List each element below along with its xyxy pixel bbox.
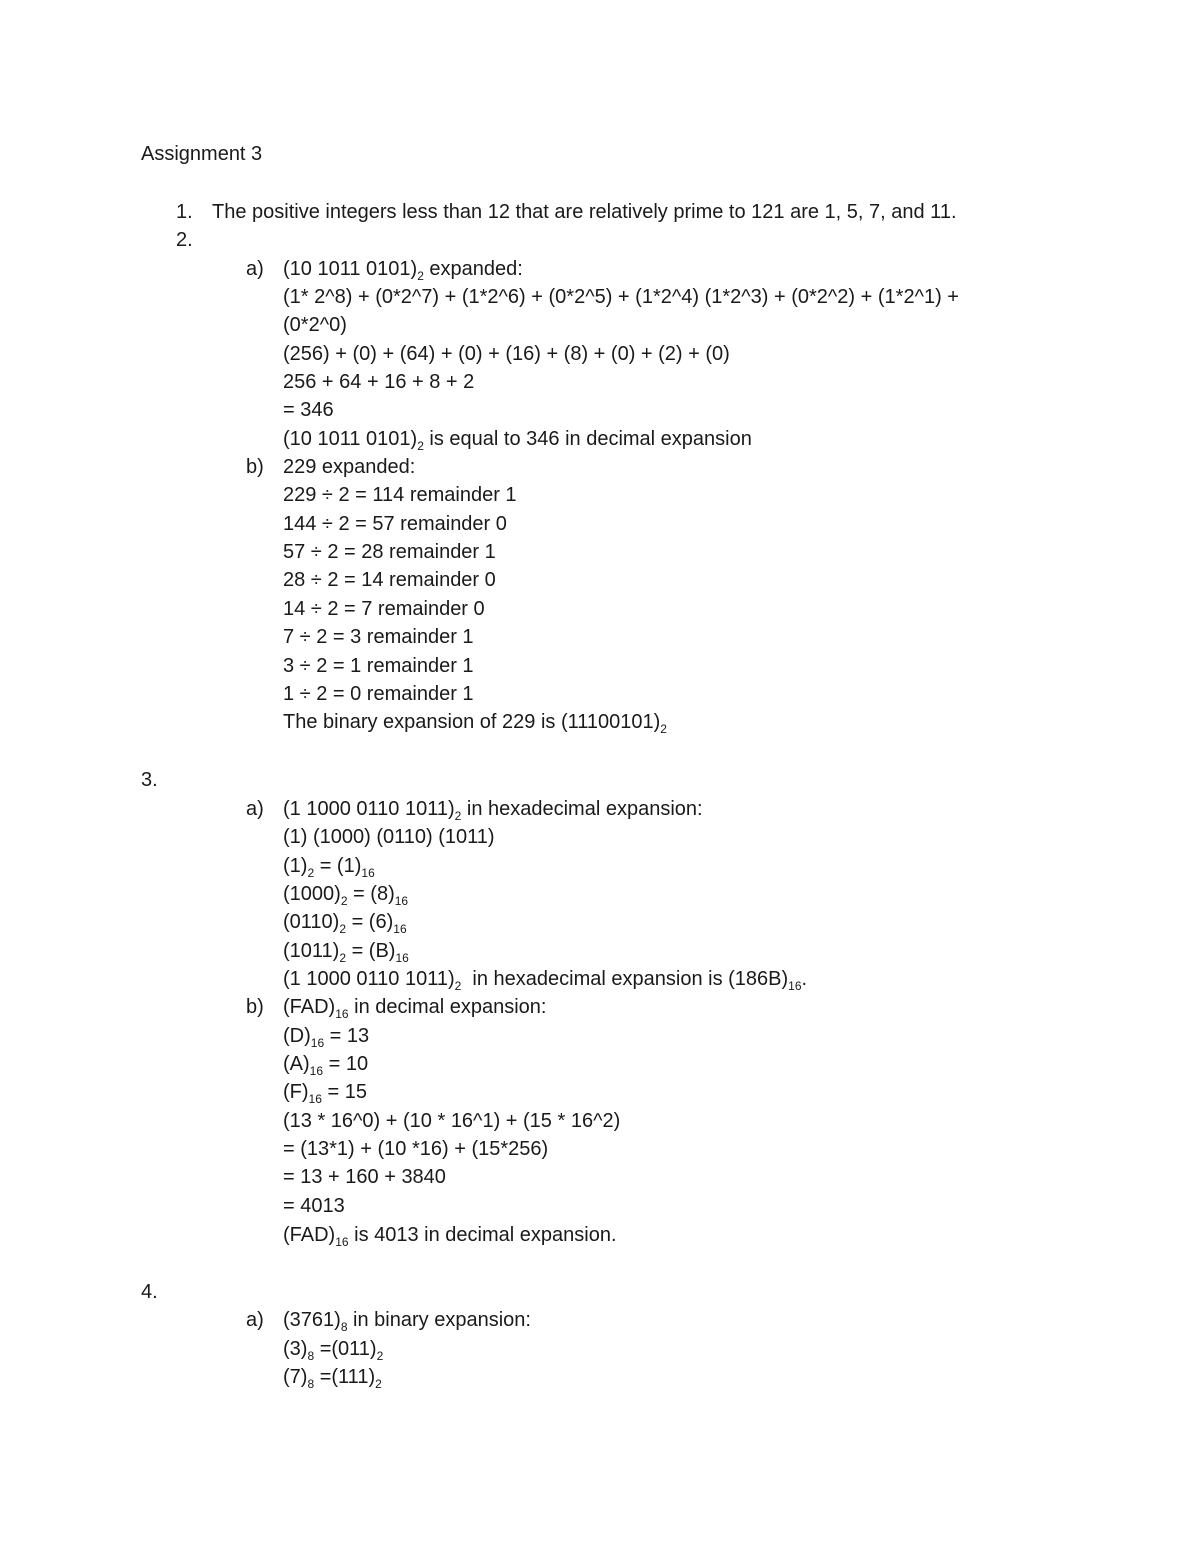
- q2b-line-4: [283, 538, 496, 566]
- q3a-l6-a: (1011): [283, 940, 340, 962]
- q3a-l7-b: in hexadecimal expansion is (186B): [461, 968, 789, 990]
- q4a-line-2: [283, 1335, 383, 1363]
- q3a-l6-b: = (B): [346, 940, 396, 962]
- q2a-label: [246, 255, 264, 283]
- q3a-l4-a: (1000): [283, 883, 341, 905]
- q3a-line-7: [283, 965, 807, 993]
- q4a-l3-a: (7): [283, 1366, 308, 1388]
- q3b-l2-b: = 13: [324, 1025, 370, 1047]
- q3-number: [141, 766, 158, 794]
- q3a-l3-s2: 16: [361, 866, 375, 880]
- q2b-l1-text: 229 expanded:: [283, 456, 416, 478]
- q3b-line-9: [283, 1221, 617, 1249]
- q3a-line-4: [283, 880, 408, 908]
- q2a-l1-post: expanded:: [423, 258, 523, 280]
- q2b-l10-sub: 2: [660, 722, 667, 736]
- title-text: Assignment 3: [141, 143, 263, 165]
- q1-answer-text: The positive integers less than 12 that are relatively prime to 121 are 1, 5, 7, and 11.: [212, 201, 957, 223]
- q3b-l6-text: = (13*1) + (10 *16) + (15*256): [283, 1138, 549, 1160]
- q3b-label-text: b): [246, 996, 264, 1018]
- q3b-line-8: [283, 1192, 345, 1220]
- q2b-line-10: [283, 708, 667, 736]
- q2a-line-5: [283, 368, 474, 396]
- q3b-l3-a: (A): [283, 1053, 310, 1075]
- q2a-l7-sub: 2: [417, 439, 424, 453]
- q3b-line-3: [283, 1050, 368, 1078]
- q4a-l1-s: 8: [340, 1320, 348, 1334]
- q2a-line-1: [283, 255, 523, 283]
- q3b-line-6: [283, 1135, 548, 1163]
- q2b-line-3: [283, 510, 507, 538]
- q3b-l5-text: (13 * 16^0) + (10 * 16^1) + (15 * 16^2): [283, 1110, 621, 1132]
- q2a-l1-sub: 2: [417, 269, 424, 283]
- q4a-label-text: a): [246, 1309, 264, 1331]
- q2a-label-text: a): [246, 258, 264, 280]
- q3a-label-text: a): [246, 798, 264, 820]
- q2b-line-2: [283, 481, 517, 509]
- q3a-l4-b: = (8): [347, 883, 395, 905]
- q3a-l5-a: (0110): [283, 911, 340, 933]
- q3a-label: [246, 795, 264, 823]
- q3b-l2-s: 16: [310, 1036, 325, 1050]
- document-title: [141, 140, 262, 168]
- q3a-l7-s2: 16: [788, 979, 802, 993]
- q2b-line-7: [283, 623, 474, 651]
- q3a-l3-b: = (1): [314, 855, 362, 877]
- q3a-l5-b: = (6): [346, 911, 394, 933]
- q2a-line-2: [283, 283, 959, 311]
- q2-number: [176, 226, 193, 254]
- q2b-label-text: b): [246, 456, 264, 478]
- q4a-line-1: [283, 1306, 531, 1334]
- q2a-line-6: [283, 396, 334, 424]
- q2b-line-1: [283, 453, 415, 481]
- q3a-l1-pre: (1 1000 0110 1011): [283, 798, 455, 820]
- q3b-line-1: [283, 993, 546, 1021]
- q4a-l2-s2: 2: [376, 1349, 384, 1363]
- q2b-line-9: [283, 680, 474, 708]
- q3a-l7-a: (1 1000 0110 1011): [283, 968, 455, 990]
- q2a-line-4: [283, 340, 730, 368]
- q2b-l10-pre: The binary expansion of 229 is (11100101): [283, 711, 661, 733]
- q3a-line-1: [283, 795, 703, 823]
- q3b-l2-a: (D): [283, 1025, 311, 1047]
- q3a-l7-c: .: [801, 968, 808, 990]
- q3a-l3-s1: 2: [307, 866, 315, 880]
- q3b-l4-b: = 15: [321, 1081, 367, 1103]
- q3b-l7-text: = 13 + 160 + 3840: [283, 1166, 446, 1188]
- q3b-l8-text: = 4013: [283, 1195, 345, 1217]
- q2a-l7-pre: (10 1011 0101): [283, 428, 418, 450]
- q4a-l2-a: (3): [283, 1338, 308, 1360]
- q3a-l5-s1: 2: [339, 922, 347, 936]
- q2b-line-8: [283, 652, 474, 680]
- q4a-l1-b: in binary expansion:: [347, 1309, 531, 1331]
- q2b-line-6: [283, 595, 485, 623]
- q2a-line-7: [283, 425, 752, 453]
- q2a-l7-post: is equal to 346 in decimal expansion: [423, 428, 752, 450]
- q3b-l3-s: 16: [309, 1064, 324, 1078]
- q3b-l9-s: 16: [335, 1235, 349, 1249]
- q4a-l3-b: =(111): [314, 1366, 376, 1388]
- q3a-l6-s1: 2: [339, 951, 347, 965]
- q3-number-text: 3.: [141, 769, 158, 791]
- q2b-l4-text: 57 ÷ 2 = 28 remainder 1: [283, 541, 496, 563]
- q4a-l3-s2: 2: [375, 1377, 382, 1391]
- q4a-l3-s1: 8: [307, 1377, 315, 1391]
- q1-number-text: 1.: [176, 201, 193, 223]
- q4a-label: [246, 1306, 264, 1334]
- q3b-l9-a: (FAD): [283, 1224, 336, 1246]
- q3a-l3-a: (1): [283, 855, 308, 877]
- q2-number-text: 2.: [176, 229, 193, 251]
- q4a-line-3: [283, 1363, 382, 1391]
- q2a-l3-text: (0*2^0): [283, 314, 347, 336]
- q2a-l6-text: = 346: [283, 399, 334, 421]
- q4-number: [141, 1278, 158, 1306]
- q3b-label: [246, 993, 264, 1021]
- q3b-l1-s: 16: [335, 1007, 349, 1021]
- q3b-line-2: [283, 1022, 369, 1050]
- q3a-line-3: [283, 852, 375, 880]
- q3b-l1-a: (FAD): [283, 996, 336, 1018]
- q3b-line-7: [283, 1163, 446, 1191]
- q3a-line-6: [283, 937, 409, 965]
- q2a-l4-text: (256) + (0) + (64) + (0) + (16) + (8) + (0) + (2) + (0): [283, 343, 730, 365]
- q3b-l4-s: 16: [308, 1092, 322, 1106]
- q3b-l3-b: = 10: [323, 1053, 369, 1075]
- q3a-l2-text: (1) (1000) (0110) (1011): [283, 826, 495, 848]
- q3a-l1-post: in hexadecimal expansion:: [461, 798, 703, 820]
- q2b-line-5: [283, 566, 496, 594]
- q3b-l4-a: (F): [283, 1081, 309, 1103]
- q2b-l8-text: 3 ÷ 2 = 1 remainder 1: [283, 655, 474, 677]
- q3a-l1-sub: 2: [454, 809, 462, 823]
- q3a-line-5: [283, 908, 407, 936]
- q3a-l5-s2: 16: [393, 922, 407, 936]
- q2b-l3-text: 144 ÷ 2 = 57 remainder 0: [283, 513, 507, 535]
- q2b-l7-text: 7 ÷ 2 = 3 remainder 1: [283, 626, 474, 648]
- q2a-line-3: [283, 311, 347, 339]
- q3a-line-2: [283, 823, 495, 851]
- q2b-label: [246, 453, 264, 481]
- q3b-l1-b: in decimal expansion:: [348, 996, 547, 1018]
- q4-number-text: 4.: [141, 1281, 158, 1303]
- q3b-line-4: [283, 1078, 367, 1106]
- q3a-l4-s2: 16: [394, 894, 409, 908]
- q3a-l6-s2: 16: [395, 951, 409, 965]
- q3b-line-5: [283, 1107, 620, 1135]
- q1-number: [176, 198, 193, 226]
- q2a-l1-pre: (10 1011 0101): [283, 258, 418, 280]
- q2b-l5-text: 28 ÷ 2 = 14 remainder 0: [283, 569, 496, 591]
- q2b-l9-text: 1 ÷ 2 = 0 remainder 1: [283, 683, 474, 705]
- q1-answer: [212, 198, 957, 226]
- q2a-l5-text: 256 + 64 + 16 + 8 + 2: [283, 371, 475, 393]
- q3b-l9-b: is 4013 in decimal expansion.: [348, 1224, 617, 1246]
- q2b-l6-text: 14 ÷ 2 = 7 remainder 0: [283, 598, 485, 620]
- q4a-l1-a: (3761): [283, 1309, 341, 1331]
- q3a-l7-s1: 2: [454, 979, 462, 993]
- q3a-l4-s1: 2: [340, 894, 348, 908]
- q4a-l2-b: =(011): [314, 1338, 377, 1360]
- q2b-l2-text: 229 ÷ 2 = 114 remainder 1: [283, 484, 517, 506]
- q2a-l2-text: (1* 2^8) + (0*2^7) + (1*2^6) + (0*2^5) + (1*2^4) (1*2^3) + (0*2^2) + (1*2^1) +: [283, 286, 959, 308]
- q4a-l2-s1: 8: [307, 1349, 315, 1363]
